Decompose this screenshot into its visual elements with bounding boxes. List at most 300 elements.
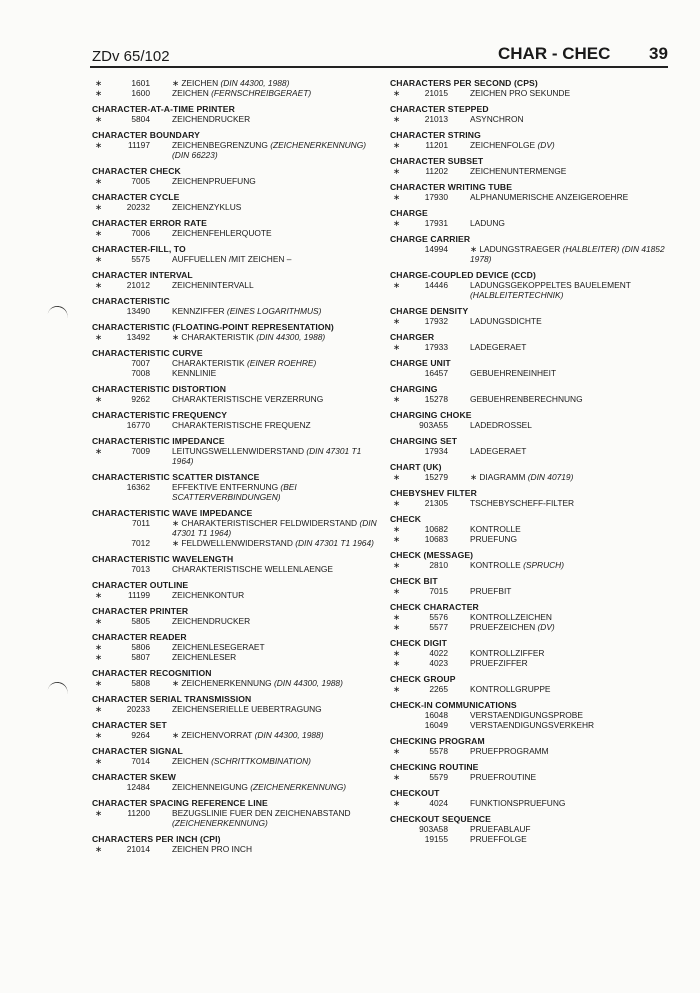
translation-row <box>390 472 682 482</box>
entry-number: 16048 <box>424 710 448 720</box>
dictionary-entry <box>92 772 384 792</box>
entry-number: 11199 <box>127 590 150 600</box>
translation <box>470 684 682 694</box>
translation-text: CHARAKTERISTIK <box>172 358 245 368</box>
entry-number: 21013 <box>424 114 448 124</box>
translation-row <box>390 394 682 404</box>
asterisk-mark: ∗ <box>393 612 401 622</box>
asterisk-mark: ∗ <box>95 590 103 600</box>
translation <box>470 140 682 150</box>
translation-text: ZEICHENNEIGUNG <box>172 782 248 792</box>
translation <box>172 590 384 600</box>
translation-text: AUFFUELLEN /MIT ZEICHEN – <box>172 254 292 264</box>
asterisk-mark: ∗ <box>393 140 401 150</box>
dictionary-entry <box>390 514 682 544</box>
translation-text: PRUEFZIFFER <box>470 658 528 668</box>
asterisk-mark: ∗ <box>393 166 401 176</box>
dictionary-entry <box>390 436 682 456</box>
entry-number: 10682 <box>424 524 448 534</box>
entry-number: 7008 <box>131 368 150 378</box>
entry-number: 7007 <box>131 358 150 368</box>
entry-term: CHARACTER SIGNAL <box>92 746 183 756</box>
translation-text: LEITUNGSWELLENWIDERSTAND <box>172 446 304 456</box>
entry-term: CHARACTER RECOGNITION <box>92 668 212 678</box>
entry-number: 903A55 <box>419 420 448 430</box>
dictionary-entry <box>390 700 682 730</box>
asterisk-mark: ∗ <box>393 622 401 632</box>
translation <box>172 678 384 688</box>
entry-term: CHARGE <box>390 208 428 218</box>
entry-number: 5807 <box>131 652 150 662</box>
dictionary-entry <box>390 602 682 632</box>
entry-number: 15278 <box>424 394 448 404</box>
translation-text: ZEICHEN PRO SEKUNDE <box>470 88 571 98</box>
entry-number: 7014 <box>131 756 150 766</box>
entry-number: 9262 <box>131 394 150 404</box>
entry-term: CHARACTER STEPPED <box>390 104 489 114</box>
dictionary-entry <box>390 306 682 326</box>
entry-number: 11201 <box>425 140 448 150</box>
translation-text: ZEICHENPRUEFUNG <box>172 176 256 186</box>
translation-text: ZEICHENBEGRENZUNG <box>172 140 268 150</box>
entry-number: 14994 <box>424 244 448 254</box>
translation-note: (DIN 44300, 1988) <box>220 78 290 88</box>
translation-text: CHARAKTERISTISCHE WELLENLAENGE <box>172 564 334 574</box>
translation-text: KONTROLLE <box>470 560 521 570</box>
translation-text: PRUEFUNG <box>470 534 517 544</box>
translation-text: LADUNGSGEKOPPELTES BAUELEMENT <box>470 280 631 290</box>
asterisk-mark: ∗ <box>393 88 401 98</box>
translation-row <box>390 658 682 668</box>
dictionary-entry <box>92 270 384 290</box>
dictionary-entry <box>390 762 682 782</box>
asterisk-mark: ∗ <box>95 280 103 290</box>
asterisk-mark: ∗ <box>95 678 103 688</box>
dictionary-entry <box>390 182 682 202</box>
translation <box>470 534 682 544</box>
translation-row <box>390 648 682 658</box>
translation-text: PRUEFABLAUF <box>470 824 531 834</box>
asterisk-mark: ∗ <box>393 524 401 534</box>
right-column <box>390 78 682 850</box>
translation-row <box>390 166 682 176</box>
entry-number: 4022 <box>429 648 448 658</box>
entry-term: CHART (UK) <box>390 462 442 472</box>
dictionary-entry <box>390 550 682 570</box>
entry-term: CHARACTER-AT-A-TIME PRINTER <box>92 104 235 114</box>
translation-row <box>92 678 384 688</box>
translation-note: (DIN 47301 T1 1964) <box>295 538 374 548</box>
entry-term: CHARGING SET <box>390 436 458 446</box>
translation-text: ZEICHENDRUCKER <box>172 114 251 124</box>
translation <box>172 280 384 290</box>
translation-text: ZEICHEN PRO INCH <box>172 844 253 854</box>
translation-row <box>92 652 384 662</box>
translation-row <box>92 394 384 404</box>
dictionary-entry <box>92 668 384 688</box>
translation-row <box>390 560 682 570</box>
translation <box>172 844 384 854</box>
translation-text: PRUEFBIT <box>470 586 512 596</box>
translation-text: ZEICHENFEHLERQUOTE <box>172 228 272 238</box>
entry-term: CHARACTER INTERVAL <box>92 270 193 280</box>
entry-term: CHARACTER BOUNDARY <box>92 130 200 140</box>
entry-term: CHARACTER SERIAL TRANSMISSION <box>92 694 252 704</box>
entry-term: CHARACTERISTIC DISTORTION <box>92 384 227 394</box>
translation-row <box>92 590 384 600</box>
entry-term: CHARACTER ERROR RATE <box>92 218 207 228</box>
asterisk-mark: ∗ <box>393 342 401 352</box>
translation <box>470 280 682 300</box>
asterisk-mark: ∗ <box>95 616 103 626</box>
entry-number: 4023 <box>429 658 448 668</box>
translation-row <box>390 524 682 534</box>
translation-note: (EINER ROEHRE) <box>246 358 317 368</box>
translation-text: ZEICHENERKENNUNG <box>181 678 272 688</box>
asterisk-mark: ∗ <box>95 446 103 456</box>
translation-text: KENNZIFFER <box>172 306 225 316</box>
entry-number: 2810 <box>429 560 448 570</box>
translation <box>470 166 682 176</box>
dictionary-entry <box>92 78 384 98</box>
translation-row <box>92 306 384 316</box>
asterisk-mark: ∗ <box>393 394 401 404</box>
translation <box>172 358 384 368</box>
entry-term: CHECK CHARACTER <box>390 602 479 612</box>
dictionary-entry <box>92 720 384 740</box>
translation-row <box>92 368 384 378</box>
translation <box>470 710 682 720</box>
entry-term: CHARACTERS PER INCH (CPI) <box>92 834 221 844</box>
asterisk-mark: ∗ <box>393 534 401 544</box>
entry-number: 9264 <box>131 730 150 740</box>
translation <box>470 560 682 570</box>
asterisk-mark: ∗ <box>95 228 103 238</box>
asterisk-mark: ∗ <box>95 730 103 740</box>
dictionary-entry <box>92 798 384 828</box>
header-rule <box>90 66 668 68</box>
asterisk-mark: ∗ <box>393 114 401 124</box>
translation-text: LADUNGSDICHTE <box>470 316 542 326</box>
translation-note: (HALBLEITER) (DIN 41852 1978) <box>470 244 665 264</box>
translation-text: ZEICHENZYKLUS <box>172 202 242 212</box>
entry-number: 5579 <box>429 772 448 782</box>
entry-term: CHARACTERISTIC IMPEDANCE <box>92 436 225 446</box>
asterisk-mark: ∗ <box>95 394 103 404</box>
entry-term: CHARACTER SET <box>92 720 167 730</box>
translation-row <box>390 114 682 124</box>
entry-term: CHARACTER OUTLINE <box>92 580 189 590</box>
translation-text: PRUEFROUTINE <box>470 772 537 782</box>
translation-text: PRUEFPROGRAMM <box>470 746 549 756</box>
entry-term: CHARGE CARRIER <box>390 234 471 244</box>
translation-row <box>390 244 682 264</box>
entry-number: 16362 <box>126 482 150 492</box>
translation-row <box>390 834 682 844</box>
translation-text: KONTROLLGRUPPE <box>470 684 551 694</box>
translation-note: (DIN 44300, 1988) <box>256 332 326 342</box>
entry-number: 17934 <box>424 446 448 456</box>
translation <box>470 342 682 352</box>
translation-text: VERSTAENDIGUNGSPROBE <box>470 710 583 720</box>
entry-term: CHARACTER SKEW <box>92 772 176 782</box>
translation <box>470 218 682 228</box>
asterisk-mark: ∗ <box>95 140 103 150</box>
entry-number: 13490 <box>126 306 150 316</box>
dictionary-entry <box>390 208 682 228</box>
translation-note: (HALBLEITERTECHNIK) <box>470 290 564 300</box>
translation-row <box>390 720 682 730</box>
translation <box>470 622 682 632</box>
entry-number: 20233 <box>126 704 150 714</box>
entry-number: 5577 <box>429 622 448 632</box>
asterisk-mark: ∗ <box>393 658 401 668</box>
asterisk-mark: ∗ <box>95 808 103 818</box>
translation <box>172 808 384 828</box>
translation <box>172 446 384 466</box>
entry-number: 7011 <box>131 518 150 528</box>
dictionary-entry <box>390 488 682 508</box>
dictionary-entry <box>92 606 384 626</box>
dictionary-entry <box>92 834 384 854</box>
margin-mark <box>47 680 70 699</box>
asterisk-mark: ∗ <box>95 332 103 342</box>
dictionary-entry <box>92 348 384 378</box>
left-column <box>92 78 384 860</box>
translation <box>470 394 682 404</box>
entry-number: 16049 <box>424 720 448 730</box>
translation-text: CHARAKTERISTISCHER FELDWIDERSTAND <box>181 518 358 528</box>
entry-number: 21305 <box>424 498 448 508</box>
entry-number: 21014 <box>126 844 150 854</box>
translation-text: KONTROLLZIFFER <box>470 648 545 658</box>
translation <box>470 114 682 124</box>
translation-row <box>390 218 682 228</box>
entry-term: CHARGING CHOKE <box>390 410 472 420</box>
translation-row <box>92 228 384 238</box>
entry-number: 7015 <box>429 586 448 596</box>
entry-number: 4024 <box>429 798 448 808</box>
translation <box>470 420 682 430</box>
entry-term: CHARACTER-FILL, TO <box>92 244 186 254</box>
translation-row <box>92 280 384 290</box>
entry-number: 16770 <box>126 420 150 430</box>
asterisk-mark: ∗ <box>95 254 103 264</box>
entry-number: 1600 <box>131 88 150 98</box>
entry-term: CHECKOUT <box>390 788 440 798</box>
page-range-heading: CHAR - CHEC <box>498 44 611 63</box>
translation-note: (ZEICHENERKENNUNG) <box>250 782 347 792</box>
asterisk-mark: ∗ <box>393 798 401 808</box>
translation-row <box>92 808 384 828</box>
dictionary-entry <box>92 694 384 714</box>
entry-term: CHARACTER STRING <box>390 130 481 140</box>
translation-row <box>390 280 682 300</box>
asterisk-mark: ∗ <box>393 192 401 202</box>
translation-row <box>92 538 384 548</box>
entry-number: 7005 <box>131 176 150 186</box>
translation-row <box>390 622 682 632</box>
translation-row <box>92 704 384 714</box>
translation <box>172 88 384 98</box>
entry-term: CHARACTERISTIC FREQUENCY <box>92 410 228 420</box>
entry-number: 17932 <box>424 316 448 326</box>
translation <box>470 648 682 658</box>
entry-number: 14446 <box>424 280 448 290</box>
translation-text: VERSTAENDIGUNGSVERKEHR <box>470 720 595 730</box>
translation-text: CHARAKTERISTIK <box>181 332 254 342</box>
entry-number: 5578 <box>429 746 448 756</box>
translation <box>470 772 682 782</box>
translation-text: ZEICHENUNTERMENGE <box>470 166 567 176</box>
entry-number: 5804 <box>131 114 150 124</box>
translation-note: (DIN 44300, 1988) <box>254 730 324 740</box>
translation <box>470 720 682 730</box>
translation-row <box>390 612 682 622</box>
translation-text: ZEICHEN <box>172 756 209 766</box>
dictionary-entry <box>390 234 682 264</box>
translation-text: GEBUEHRENBERECHNUNG <box>470 394 583 404</box>
translation-text: ZEICHENDRUCKER <box>172 616 251 626</box>
asterisk-mark: ∗ <box>95 704 103 714</box>
entry-number: 17930 <box>424 192 448 202</box>
entry-number: 21015 <box>424 88 448 98</box>
translation-text: FUNKTIONSPRUEFUNG <box>470 798 566 808</box>
translation-text: PRUEFFOLGE <box>470 834 527 844</box>
dictionary-entry <box>390 462 682 482</box>
dictionary-entry <box>92 166 384 186</box>
entry-number: 11197 <box>127 140 150 150</box>
translation-row <box>92 482 384 502</box>
dictionary-entry <box>92 410 384 430</box>
translation <box>172 730 384 740</box>
translation-text: ZEICHENLESEGERAET <box>172 642 265 652</box>
dictionary-entry <box>92 436 384 466</box>
translation-text: BEZUGSLINIE FUER DEN ZEICHENABSTAND <box>172 808 351 818</box>
translation <box>172 368 384 378</box>
entry-number: 7012 <box>131 538 150 548</box>
entry-term: CHARACTER CHECK <box>92 166 181 176</box>
entry-number: 13492 <box>126 332 150 342</box>
translation-text: FELDWELLENWIDERSTAND <box>181 538 293 548</box>
margin-mark <box>47 304 70 323</box>
translation <box>172 482 384 502</box>
dictionary-entry <box>390 674 682 694</box>
translation <box>470 798 682 808</box>
translation-note: (DV) <box>537 622 555 632</box>
translation-text: ZEICHENKONTUR <box>172 590 245 600</box>
dictionary-entry <box>92 472 384 502</box>
translation-note: (SCHRITTKOMBINATION) <box>211 756 311 766</box>
entry-term: CHECKING PROGRAM <box>390 736 485 746</box>
translation <box>470 192 682 202</box>
translation-row <box>390 140 682 150</box>
translation-row <box>390 710 682 720</box>
entry-number: 5805 <box>131 616 150 626</box>
asterisk-mark: ∗ <box>95 88 103 98</box>
asterisk-mark: ∗ <box>95 202 103 212</box>
asterisk-mark: ∗ <box>393 772 401 782</box>
entry-number: 12484 <box>126 782 150 792</box>
translation <box>172 420 384 430</box>
translation-text: ZEICHENFOLGE <box>470 140 536 150</box>
translation-row <box>92 446 384 466</box>
translation-row <box>390 88 682 98</box>
translation-text: KONTROLLZEICHEN <box>470 612 552 622</box>
translation <box>172 114 384 124</box>
entry-term: CHARACTER PRINTER <box>92 606 189 616</box>
entry-term: CHARACTER READER <box>92 632 187 642</box>
translation <box>470 658 682 668</box>
translation-row <box>390 798 682 808</box>
translation-note: (ZEICHENERKENNUNG) (DIN 66223) <box>172 140 367 160</box>
translation-text: CHARAKTERISTISCHE FREQUENZ <box>172 420 311 430</box>
dictionary-entry <box>92 130 384 160</box>
asterisk-mark: ∗ <box>95 756 103 766</box>
dictionary-entry <box>390 156 682 176</box>
translation-row <box>92 782 384 792</box>
dictionary-entry <box>92 322 384 342</box>
translation-text: ZEICHENINTERVALL <box>172 280 254 290</box>
translation <box>172 652 384 662</box>
translation <box>470 524 682 534</box>
translation-row <box>92 642 384 652</box>
translation-note: (FERNSCHREIBGERAET) <box>211 88 312 98</box>
entry-number: 15279 <box>424 472 448 482</box>
translation <box>172 202 384 212</box>
entry-term: CHARGE-COUPLED DEVICE (CCD) <box>390 270 536 280</box>
translation-row <box>92 756 384 766</box>
translation <box>172 254 384 264</box>
dictionary-entry <box>390 638 682 668</box>
translation <box>172 564 384 574</box>
asterisk-mark: ∗ <box>393 560 401 570</box>
entry-term: CHARGE UNIT <box>390 358 451 368</box>
page-number: 39 <box>649 44 668 63</box>
entry-term: CHECK <box>390 514 422 524</box>
entry-term: CHARACTERISTIC CURVE <box>92 348 203 358</box>
entry-number: 11202 <box>425 166 448 176</box>
translation-text: CHARAKTERISTISCHE VERZERRUNG <box>172 394 324 404</box>
translation <box>470 498 682 508</box>
translation-note: (DIN 47301 T1 1964) <box>172 446 362 466</box>
asterisk-mark: ∗ <box>393 218 401 228</box>
asterisk-mark: ∗ <box>393 684 401 694</box>
translation-row <box>92 844 384 854</box>
translation-row <box>92 114 384 124</box>
translation-row <box>390 684 682 694</box>
dictionary-entry <box>92 554 384 574</box>
translation-row <box>92 176 384 186</box>
translation <box>470 612 682 622</box>
dictionary-entry <box>92 244 384 264</box>
translation <box>470 316 682 326</box>
translation-text: ALPHANUMERISCHE ANZEIGEROEHRE <box>470 192 629 202</box>
entry-term: CHARACTERISTIC <box>92 296 170 306</box>
entry-term: CHECK (MESSAGE) <box>390 550 474 560</box>
translation-row <box>92 78 384 88</box>
entry-number: 19155 <box>424 834 448 844</box>
entry-term: CHARACTERISTIC (FLOATING-POINT REPRESENTATION) <box>92 322 334 332</box>
entry-term: CHARACTERISTIC WAVE IMPEDANCE <box>92 508 253 518</box>
entry-number: 10683 <box>424 534 448 544</box>
asterisk-mark: ∗ <box>95 78 103 88</box>
translation <box>172 642 384 652</box>
translation <box>470 446 682 456</box>
translation-note: (SPRUCH) <box>523 560 565 570</box>
translation-note: (BEI SCATTERVERBINDUNGEN) <box>172 482 297 502</box>
asterisk-mark: ∗ <box>393 472 401 482</box>
